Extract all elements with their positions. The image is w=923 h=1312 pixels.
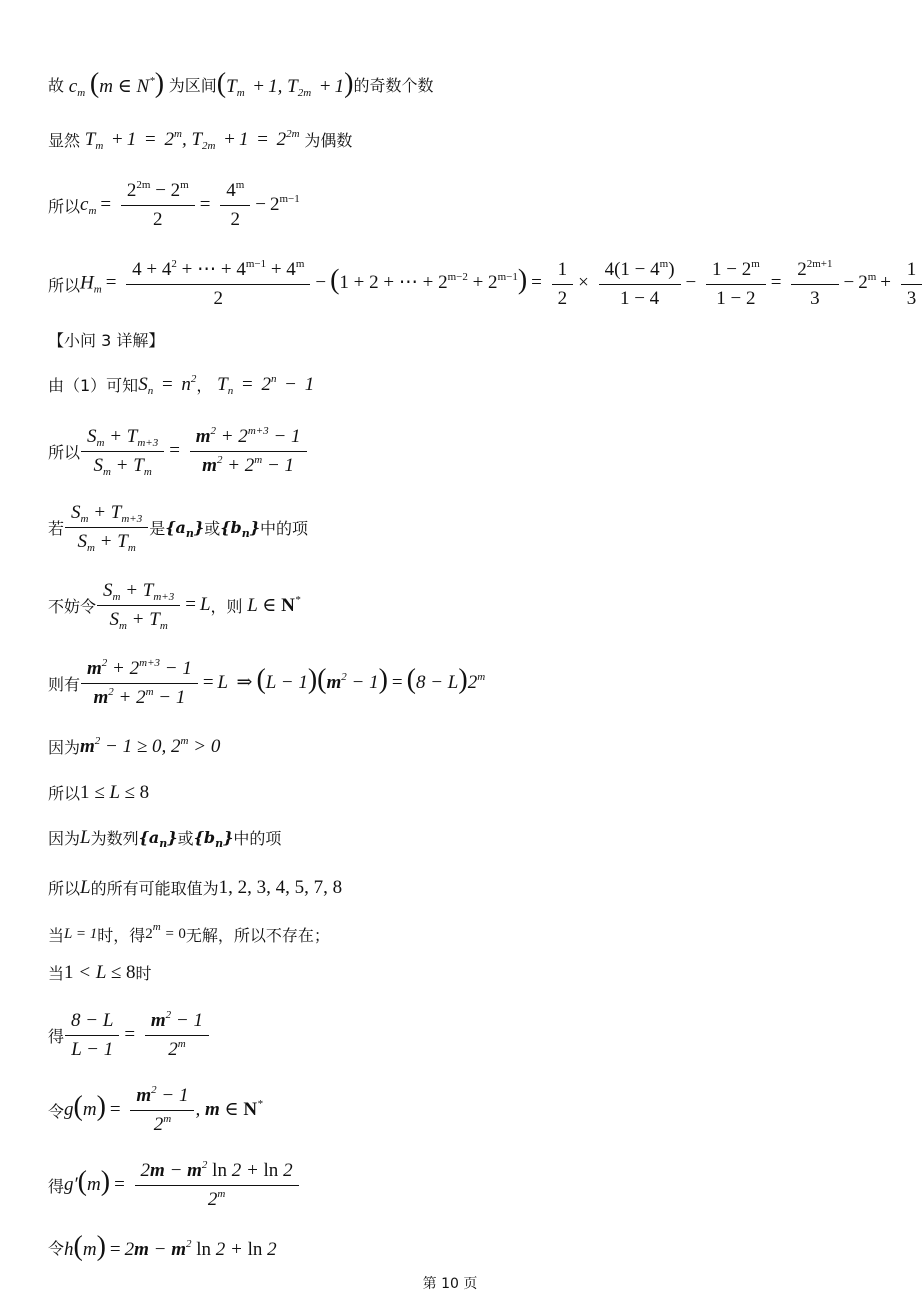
text: 得 — [48, 1027, 65, 1046]
text: 显然 — [48, 131, 81, 150]
text: 则有 — [48, 675, 81, 694]
sequence-a: $\{a_n\}$ — [165, 518, 205, 540]
text: 因为 — [48, 829, 81, 848]
text: 因为 — [48, 738, 81, 757]
text: 所以 — [48, 879, 81, 898]
text: 令 — [48, 1102, 65, 1121]
line-10 — [48, 735, 220, 758]
text: 当 — [48, 964, 65, 983]
text: 的所有可能取值为 — [90, 879, 219, 898]
text: 所以 — [48, 443, 81, 462]
text: 为区间 — [168, 75, 217, 95]
math: $\frac{m^2 + 2^{m+3} - 1}{m^2 + 2^m - 1}$ = L ⇒ $(L - 1)(m^2 - 1) = (8 - L)2^m$ — [80, 658, 485, 709]
line-3 — [48, 180, 300, 231]
text: 所以 — [48, 784, 81, 803]
math: g′(m) = $\frac{2m - m^2 \ln 2 + \ln 2}{2^m}$ — [64, 1160, 300, 1211]
math: ($T_m + 1$, $T_{2m} + 1$) — [216, 68, 354, 99]
text: 中的项 — [260, 519, 309, 538]
text: 不妨令 — [48, 597, 97, 616]
line-8 — [48, 580, 300, 631]
sequence-b: $\{b_n\}$ — [220, 518, 260, 540]
line-5 — [48, 373, 314, 396]
line-17 — [48, 1085, 263, 1136]
text: 无解，所以不存在； — [185, 926, 330, 945]
text: ， — [196, 376, 213, 395]
text: 若 — [48, 519, 65, 538]
line-18 — [48, 1160, 300, 1211]
math: $T_n = 2^n - 1$ — [212, 372, 315, 397]
math: $\frac{8 - L}{L - 1}$ = $\frac{m^2 - 1}{2^m}$ — [64, 1010, 210, 1061]
line-12 — [48, 826, 281, 849]
math: $\frac{S_m + T_{m+3}}{S_m + T_m}$ — [64, 502, 149, 553]
math: 1 < L ≤ 8 — [64, 961, 136, 983]
text: 时 — [135, 964, 152, 983]
line-14 — [48, 923, 330, 946]
math: 1 ≤ L ≤ 8 — [80, 781, 150, 803]
line-1 — [48, 70, 433, 98]
text: ，则 — [210, 597, 243, 616]
text: 为数列 — [90, 829, 139, 848]
text: 由（1）可知 — [48, 376, 139, 395]
math: $T_m + 1 = 2^m$, $T_{2m} + 1 = 2^{2m}$ — [80, 127, 300, 152]
text: 所以 — [48, 275, 81, 295]
line-11 — [48, 781, 149, 804]
math: $c_m$ (m ∈ N*) — [64, 68, 165, 99]
math: $m^2 - 1 \ge 0$, $2^m > 0$ — [80, 734, 221, 757]
text: 得 — [48, 1177, 65, 1196]
line-9 — [48, 658, 485, 709]
section-heading — [48, 328, 164, 351]
math: $\frac{S_m + T_{m+3}}{S_m + T_m}$ = $\frac{m^2 + 2^{m+3} - 1}{m^2 + 2^m - 1}$ — [80, 426, 308, 477]
math: L — [80, 876, 91, 898]
text: 当 — [48, 926, 65, 945]
math: g(m) = $\frac{m^2 - 1}{2^m}$ , m ∈ N* — [64, 1084, 263, 1135]
text: 的奇数个数 — [353, 75, 434, 95]
heading-text: 【小问 3 详解】 — [48, 331, 165, 350]
math: $2^m = 0$ — [145, 921, 186, 942]
math: $h(m) = 2m - m^2$ ln 2 + ln 2 — [64, 1231, 277, 1262]
line-6 — [48, 426, 308, 477]
line-19 — [48, 1233, 277, 1261]
line-15 — [48, 961, 152, 984]
math: L ∈ N* — [242, 594, 301, 616]
math: $S_n = n^2$ — [138, 372, 197, 397]
line-2 — [48, 128, 352, 151]
text: 时，得 — [97, 926, 146, 945]
text: 为偶数 — [304, 131, 353, 150]
line-4 — [48, 258, 923, 310]
math: L = 1 — [64, 926, 98, 942]
math: L — [80, 826, 91, 848]
text: 或 — [204, 519, 221, 538]
math: $H_m$ = $\frac{4 + 4^2 + \cdots + 4^{m-1} + 4^m}{2}$ − (1 + 2 + ⋯ + $2^{m-2} + 2^{m-1}$) = $\frac{1}{2}$ × $\frac{4(1 - 4^m)}{1 - 4}$ − $\frac{1 - 2^m}{1 - 2}$ = $\frac{2^{2m+1}}{3}$ − $2^m$ + $\frac{1}{3}$ — [80, 258, 923, 310]
text: 令 — [48, 1238, 65, 1258]
math: $\frac{S_m + T_{m+3}}{S_m + T_m}$ = L — [96, 580, 211, 631]
text: 中的项 — [233, 829, 282, 848]
line-13 — [48, 876, 342, 899]
text: 所以 — [48, 197, 81, 216]
line-16 — [48, 1010, 210, 1061]
text: 或 — [177, 829, 194, 848]
line-7 — [48, 502, 308, 553]
sequence-a: $\{a_n\}$ — [138, 828, 178, 850]
text: 故 — [48, 75, 65, 95]
math: $c_m$ = $\frac{2^{2m} - 2^m}{2}$ = $\frac{4^m}{2}$ − $2^{m-1}$ — [80, 179, 300, 230]
values: 1, 2, 3, 4, 5, 7, 8 — [218, 876, 343, 898]
text: 是 — [149, 519, 166, 538]
page-number: 第 10 页 — [422, 1276, 478, 1292]
sequence-b: $\{b_n\}$ — [193, 828, 234, 850]
